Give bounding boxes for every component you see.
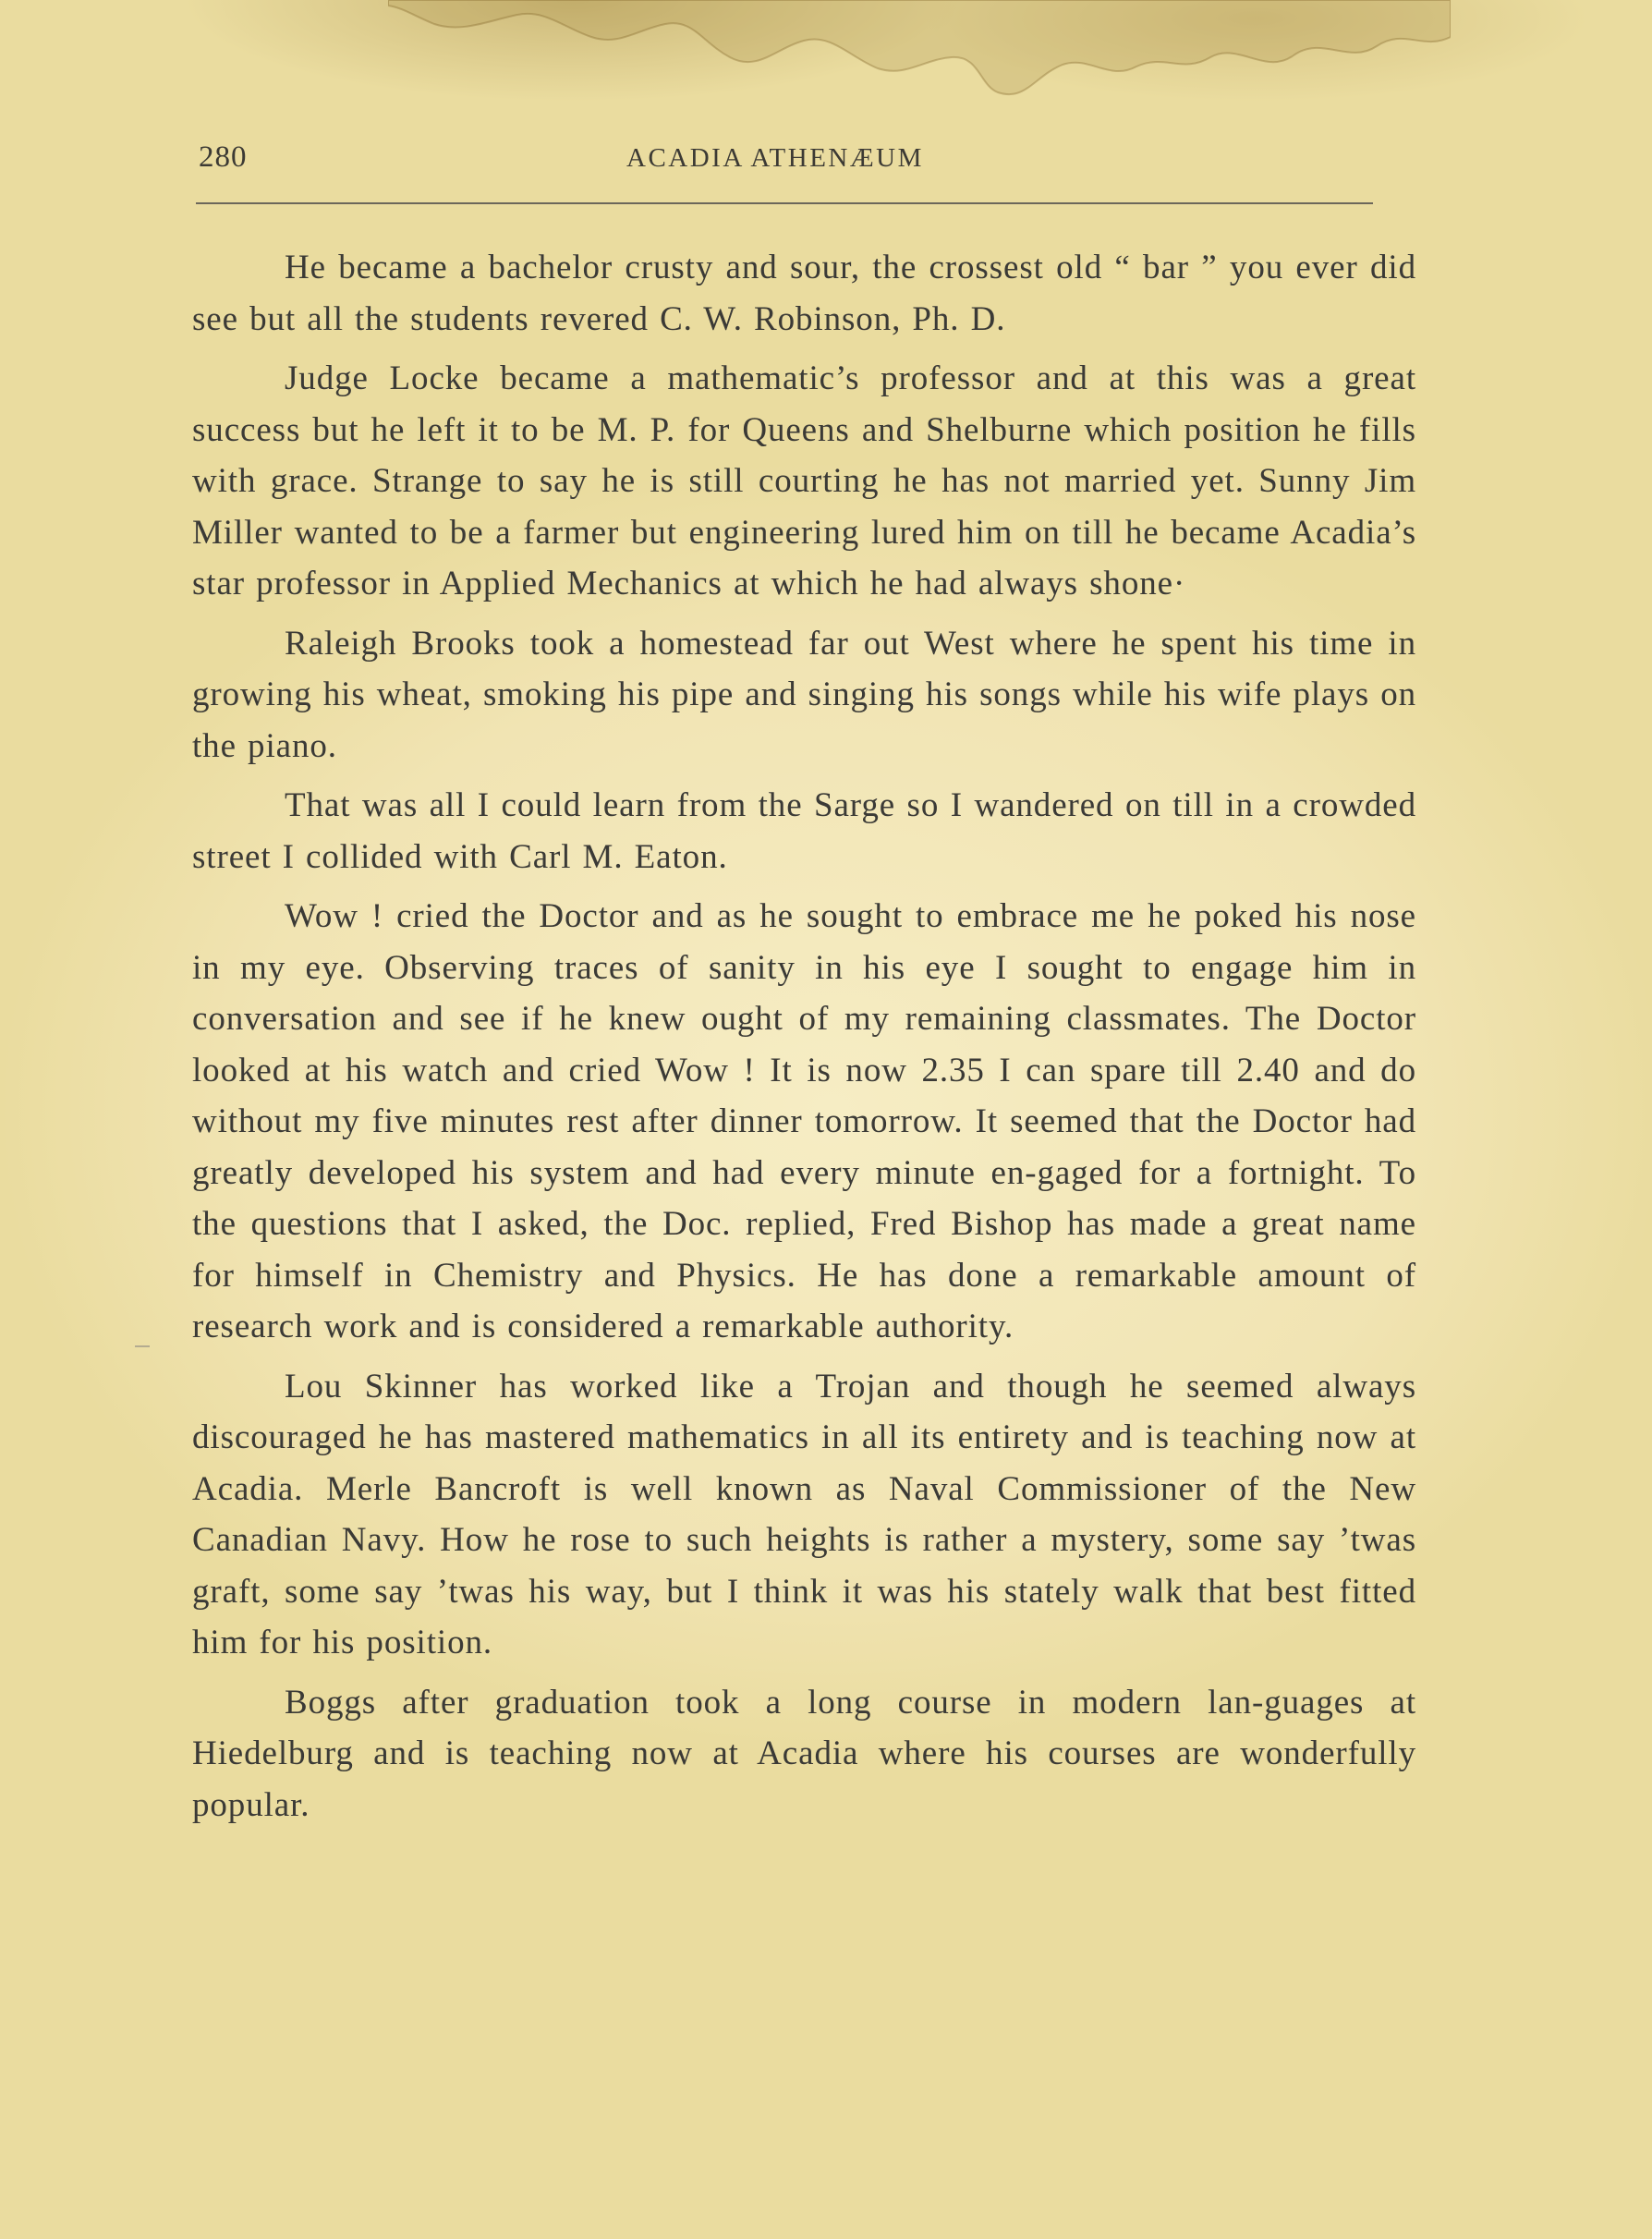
paragraph-skinner-bancroft: Lou Skinner has worked like a Trojan and though he seemed always discouraged he has mastered mathematics in all its entirety and is teaching now at Acadia. Merle Bancroft is well known as Naval Commissioner of the New Canadian Navy. How he rose to such heights is rather a mystery, some say ’twas graft, some say ’twas his way, but I think it was his stately walk that best fitted him for his position. — [192, 1367, 1416, 1661]
article-body — [192, 242, 1416, 1839]
running-head — [0, 0, 1652, 222]
paragraph-boggs: Boggs after graduation took a long course in modern lan-guages at Hiedelburg and is teaching now at Acadia where his courses are wonderfully popular. — [192, 1683, 1416, 1824]
journal-title: ACADIA ATHENÆUM — [626, 143, 924, 173]
page-number: 280 — [199, 140, 248, 174]
paragraph-robinson: He became a bachelor crusty and sour, the crossest old “ bar ” you ever did see but all the students revered C. W. Robinson, Ph. D. — [192, 249, 1416, 338]
paragraph-sarge: That was all I could learn from the Sarge so I wandered on till in a crowded street I collided with Carl M. Eaton. — [192, 786, 1416, 876]
margin-mark — [135, 1345, 150, 1347]
paragraph-eaton-bishop: Wow ! cried the Doctor and as he sought to embrace me he poked his nose in my eye. Observing traces of sanity in his eye I sought to engage him in conversation and see if he knew ought of my remaining classmates. The Doctor looked at his watch and cried Wow ! It is now 2.35 I can spare till 2.40 and do without my five minutes rest after dinner tomorrow. It seemed that the Doctor had greatly developed his system and had every minute en-gaged for a fortnight. To the questions that I asked, the Doc. replied, Fred Bishop has made a great name for himself in Chemistry and Physics. He has done a remarkable amount of research work and is considered a remarkable authority. — [192, 897, 1416, 1345]
header-rule — [196, 202, 1373, 204]
paragraph-brooks: Raleigh Brooks took a homestead far out West where he spent his time in growing his wheat, smoking his pipe and singing his songs while his wife plays on the piano. — [192, 624, 1416, 765]
paragraph-locke-miller: Judge Locke became a mathematic’s professor and at this was a great success but he left it to be M. P. for Queens and Shelburne which position he fills with grace. Strange to say he is still courting he has not married yet. Sunny Jim Miller wanted to be a farmer but engineering lured him on till he became Acadia’s star professor in Applied Mechanics at which he had always shone· — [192, 359, 1416, 602]
